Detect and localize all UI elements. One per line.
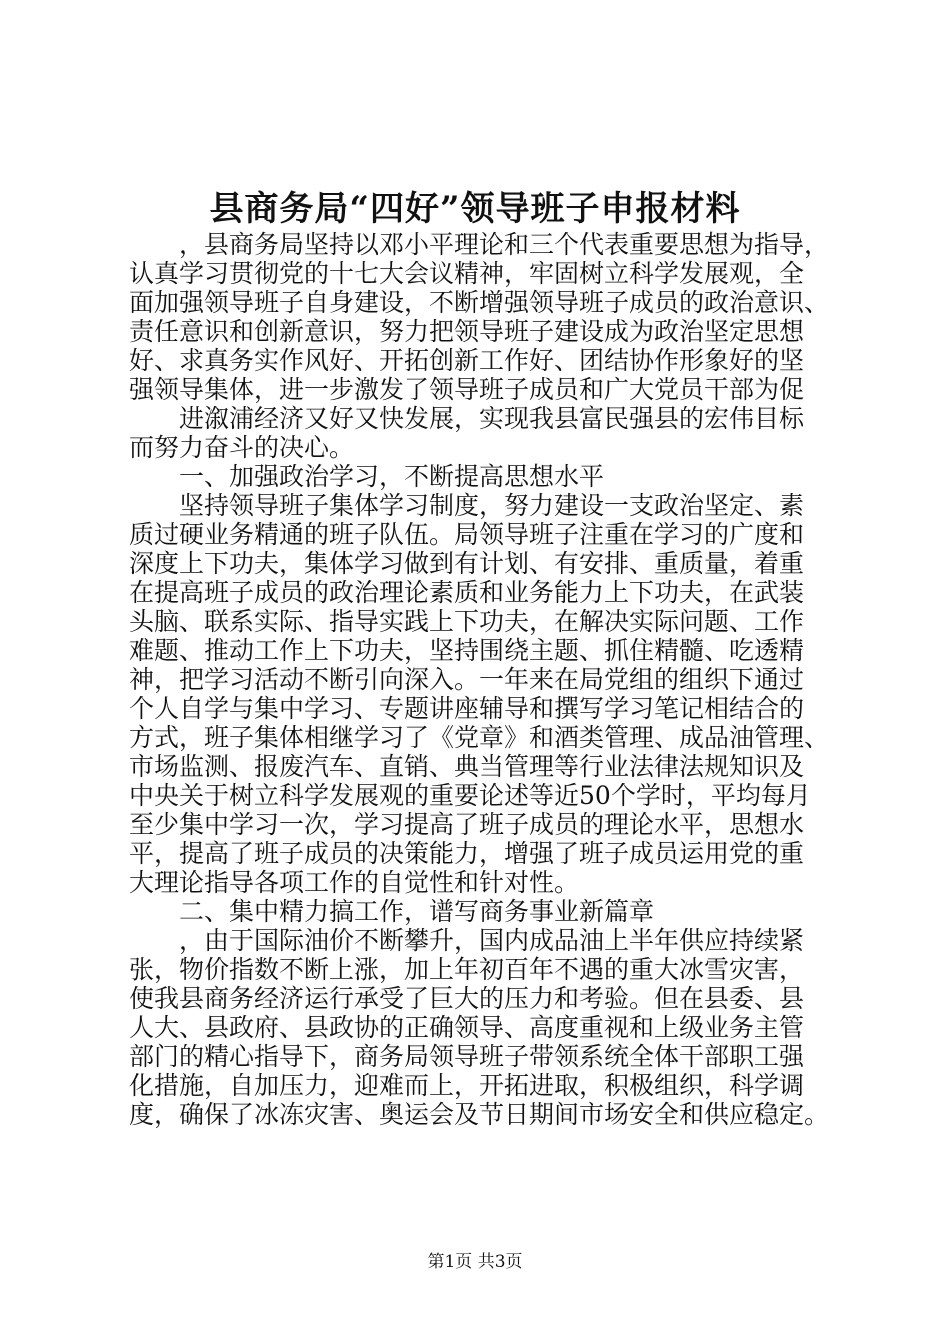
body-line: 张，物价指数不断上涨，加上年初百年不遇的重大冰雪灾害， xyxy=(129,955,805,984)
page-footer: 第1页 共3页 xyxy=(427,1252,523,1272)
body-line: 坚持领导班子集体学习制度，努力建设一支政治坚定、素 xyxy=(129,491,805,520)
body-line: 责任意识和创新意识，努力把领导班子建设成为政治坚定思想 xyxy=(129,317,805,346)
body-line: 化措施，自加压力，迎难而上，开拓进取，积极组织，科学调 xyxy=(129,1071,805,1100)
body-line: 方式，班子集体相继学习了《党章》和酒类管理、成品油管理、 xyxy=(129,723,830,752)
body-line: 神，把学习活动不断引向深入。一年来在局党组的组织下通过 xyxy=(129,665,805,694)
document-title: 县商务局“四好”领导班子申报材料 xyxy=(209,189,741,229)
body-line: 认真学习贯彻党的十七大会议精神，牢固树立科学发展观，全 xyxy=(129,259,805,288)
body-line: 至少集中学习一次，学习提高了班子成员的理论水平，思想水 xyxy=(129,810,805,839)
body-line: 难题、推动工作上下功夫，坚持围绕主题、抓住精髓、吃透精 xyxy=(129,636,805,665)
body-line: 平，提高了班子成员的决策能力，增强了班子成员运用党的重 xyxy=(129,839,805,868)
body-line: 头脑、联系实际、指导实践上下功夫，在解决实际问题、工作 xyxy=(129,607,805,636)
body-line: 在提高班子成员的政治理论素质和业务能力上下功夫，在武装 xyxy=(129,578,805,607)
body-line: 大理论指导各项工作的自觉性和针对性。 xyxy=(129,868,580,897)
body-line: 度，确保了冰冻灾害、奥运会及节日期间市场安全和供应稳定。 xyxy=(129,1100,830,1129)
body-line: 好、求真务实作风好、开拓创新工作好、团结协作形象好的坚 xyxy=(129,346,805,375)
body-line: 质过硬业务精通的班子队伍。局领导班子注重在学习的广度和 xyxy=(129,520,805,549)
body-line: 二、集中精力搞工作，谱写商务事业新篇章 xyxy=(129,897,655,926)
body-line: 进溆浦经济又好又快发展，实现我县富民强县的宏伟目标 xyxy=(129,404,805,433)
body-line: 而努力奋斗的决心。 xyxy=(129,433,355,462)
body-line: 面加强领导班子自身建设，不断增强领导班子成员的政治意识、 xyxy=(129,288,830,317)
body-line: 中央关于树立科学发展观的重要论述等近50个学时，平均每月 xyxy=(129,781,811,810)
body-line: 部门的精心指导下，商务局领导班子带领系统全体干部职工强 xyxy=(129,1042,805,1071)
body-line: ，县商务局坚持以邓小平理论和三个代表重要思想为指导， xyxy=(129,230,830,259)
body-line: 使我县商务经济运行承受了巨大的压力和考验。但在县委、县 xyxy=(129,984,805,1013)
document-body xyxy=(129,230,829,1129)
body-line: 市场监测、报废汽车、直销、典当管理等行业法律法规知识及 xyxy=(129,752,805,781)
body-line: 一、加强政治学习，不断提高思想水平 xyxy=(129,462,605,491)
body-line: ，由于国际油价不断攀升，国内成品油上半年供应持续紧 xyxy=(129,926,805,955)
body-line: 个人自学与集中学习、专题讲座辅导和撰写学习笔记相结合的 xyxy=(129,694,805,723)
body-line: 强领导集体，进一步激发了领导班子成员和广大党员干部为促 xyxy=(129,375,805,404)
body-line: 深度上下功夫，集体学习做到有计划、有安排、重质量，着重 xyxy=(129,549,805,578)
body-line: 人大、县政府、县政协的正确领导、高度重视和上级业务主管 xyxy=(129,1013,805,1042)
